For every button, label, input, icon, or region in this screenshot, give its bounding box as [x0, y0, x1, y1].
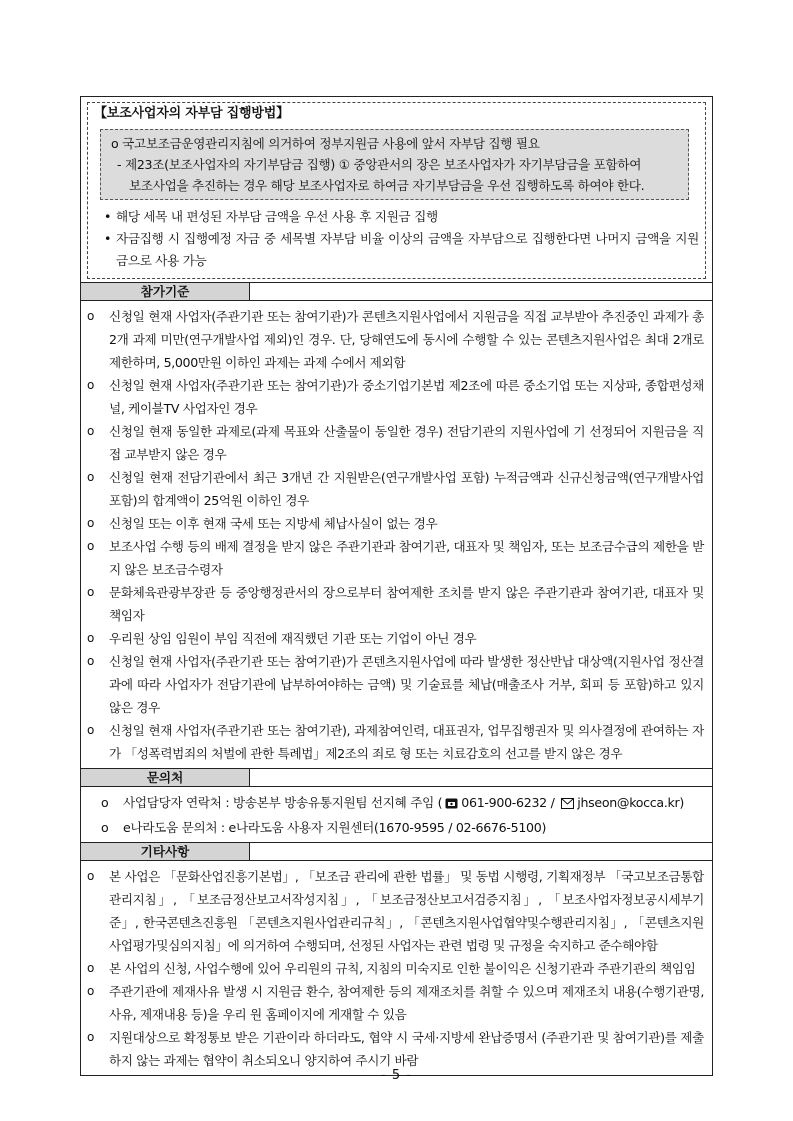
page-number: - 5 -: [381, 1068, 412, 1083]
email-address: jhseon@kocca.kr: [577, 795, 680, 810]
phone-number: 061-900-6232: [461, 795, 547, 810]
list-item: ο 신청일 현재 사업자(주관기관 또는 참여기관)가 콘텐츠지원사업에 따라 발생한 정산반납 대상액(지원사업 정산결과에 따라 사업자가 전담기관에 납부하여야하는 금액) 및 기술료를 체납(매출조사 거부, 회피 등 포함)하고 있지 않은 경우: [87, 654, 704, 715]
list-item: ο 신청일 현재 사업자(주관기관 또는 참여기관), 과제참여인력, 대표권자, 업무집행권자 및 의사결정에 관여하는 자가 「성폭력범죄의 처벌에 관한 특례법」제2조의 죄로 형 또는 치료감호의 선고를 받지 않은 경우: [87, 723, 704, 761]
section-label: 참가기준: [81, 283, 250, 300]
telephone-icon: [445, 793, 458, 816]
notice-line: - 제23조(보조사업자의 자기부담금 집행) ① 중앙관서의 장은 보조사업자가 자기부담금을 포함하여: [117, 157, 642, 172]
list-item: o 사업담당자 연락처 : 방송본부 방송유통지원팀 선지혜 주임 ( 061-900-6232 / jhseon@kocca.kr): [87, 791, 704, 816]
selfpay-bullets: [94, 206, 699, 276]
eligibility-header: [81, 282, 712, 301]
eligibility-list: [81, 301, 712, 768]
list-item: ο 본 사업의 신청, 사업수행에 있어 우리원의 규칙, 지침의 미숙지로 인한 불이익은 신청기관과 주관기관의 책임임: [87, 961, 696, 976]
section-label: 문의처: [81, 769, 250, 786]
selfpay-box: [87, 102, 706, 279]
list-item: ο 우리원 상임 임원이 부임 직전에 재직했던 기관 또는 기업이 아닌 경우: [87, 631, 477, 646]
list-item: ο 보조사업 수행 등의 배제 결정을 받지 않은 주관기관과 참여기관, 대표자 및 책임자, 또는 보조금수급의 제한을 받지 않은 보조금수령자: [87, 539, 704, 577]
list-item: o e나라도움 문의처 : e나라도움 사용자 지원센터(1670-9595 / 02-6676-5100): [87, 816, 704, 839]
misc-header: [81, 842, 712, 861]
list-item: • 자금집행 시 집행예정 자금 중 세목별 자부담 비율 이상의 금액을 자부담으로 집행한다면 나머지 금액을 지원금으로 사용 가능: [104, 231, 699, 268]
document-table: [80, 96, 713, 1076]
section-label: 기타사항: [81, 843, 250, 860]
contact-header: [81, 768, 712, 787]
envelope-icon: [561, 793, 574, 816]
list-item: ο 신청일 또는 이후 현재 국세 또는 지방세 체납사실이 없는 경우: [87, 516, 438, 531]
contact-list: [81, 787, 712, 842]
list-item: • 해당 세목 내 편성된 자부담 금액을 우선 사용 후 지원금 집행: [104, 209, 438, 224]
list-item: ο 신청일 현재 사업자(주관기관 또는 참여기관)가 콘텐츠지원사업에서 지원금을 직접 교부받아 추진중인 과제가 총 2개 과제 미만(연구개발사업 제외)인 경우. 단, 당해연도에 동시에 수행할 수 있는 콘텐츠지원사업은 최대 2개로 제한하며, 5,000만원 이하인 과제는 과제 수에서 제외함: [87, 309, 704, 370]
misc-list: [81, 861, 712, 1075]
list-item: ο 본 사업은 「문화산업진흥기본법」, 「보조금 관리에 관한 법률」 및 동법 시행령, 기획재정부 「국고보조금통합관리지침」, 「보조금정산보고서작성지침」, 「보조금정산보고서검증지침」, 「보조사업자정보공시세부기준」, 한국콘텐츠진흥원 「콘텐츠지원사업관리규칙」, 「콘텐츠지원사업협약및수행관리지침」, 「콘텐츠지원사업평가및심의지침」에 의거하여 수행되며, 선정된 사업자는 관련 법령 및 규정을 숙지하고 준수해야함: [87, 869, 704, 953]
list-item: ο 신청일 현재 동일한 과제로(과제 목표와 산출물이 동일한 경우) 전담기관의 지원사업에 기 선정되어 지원금을 직접 교부받지 않은 경우: [87, 424, 704, 462]
notice-line: o 국고보조금운영관리지침에 의거하여 정부지원금 사용에 앞서 자부담 집행 필요: [111, 136, 540, 151]
enara-contact: e나라도움 문의처 : e나라도움 사용자 지원센터(1670-9595 / 02-6676-5100): [123, 820, 547, 835]
manager-contact: 사업담당자 연락처 : 방송본부 방송유통지원팀 선지혜 주임 ( 061-900-6232 / jhseon@kocca.kr): [123, 791, 684, 816]
list-item: ο 신청일 현재 전담기관에서 최근 3개년 간 지원받은(연구개발사업 포함) 누적금액과 신규신청금액(연구개발사업 포함)의 합계액이 25억원 이하인 경우: [87, 470, 704, 508]
selfpay-title: 【보조사업자의 자부담 집행방법】: [94, 106, 289, 121]
regulation-notice: [100, 129, 689, 200]
list-item: ο 신청일 현재 사업자(주관기관 또는 참여기관)가 중소기업기본법 제2조에 따른 중소기업 또는 지상파, 종합편성채널, 케이블TV 사업자인 경우: [87, 378, 704, 416]
notice-line: 보조사업을 추진하는 경우 해당 보조사업자로 하여금 자기부담금을 우선 집행하도록 하여야 한다.: [129, 178, 645, 193]
list-item: ο 지원대상으로 확정통보 받은 기관이라 하더라도, 협약 시 국세·지방세 완납증명서 (주관기관 및 참여기관)를 제출하지 않는 과제는 협약이 취소되오니 양지하여 주시기 바람: [87, 1030, 704, 1068]
list-item: ο 문화체육관광부장관 등 중앙행정관서의 장으로부터 참여제한 조치를 받지 않은 주관기관과 참여기관, 대표자 및 책임자: [87, 585, 704, 623]
list-item: ο 주관기관에 제재사유 발생 시 지원금 환수, 참여제한 등의 제재조치를 취할 수 있으며 제재조치 내용(수행기관명, 사유, 제재내용 등)을 우리 원 홈페이지에 게재할 수 있음: [87, 984, 704, 1022]
